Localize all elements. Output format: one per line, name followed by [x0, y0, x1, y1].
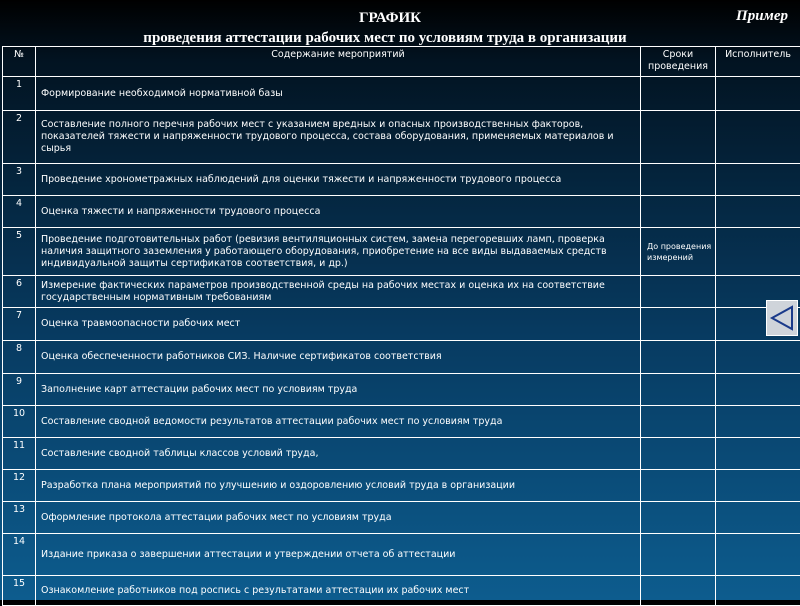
row-terms: [641, 276, 716, 308]
row-number: 4: [3, 196, 36, 228]
row-terms: [641, 406, 716, 438]
row-content: Ознакомление работников под роспись с результатами аттестации их рабочих мест: [36, 576, 641, 606]
table-row: [3, 196, 800, 228]
row-terms: [641, 341, 716, 374]
row-content: Оценка травмоопасности рабочих мест: [36, 308, 641, 341]
row-terms: [641, 111, 716, 164]
row-number: 8: [3, 341, 36, 374]
row-number: 12: [3, 470, 36, 502]
table-row: [3, 406, 800, 438]
row-content: Оценка обеспеченности работников СИЗ. Наличие сертификатов соответствия: [36, 341, 641, 374]
table-row: [3, 341, 800, 374]
table-row: [3, 308, 800, 341]
row-number: 11: [3, 438, 36, 470]
row-terms: [641, 470, 716, 502]
column-header-number: №: [3, 47, 36, 77]
row-content: Заполнение карт аттестации рабочих мест по условиям труда: [36, 374, 641, 406]
row-terms: [641, 534, 716, 576]
table-row: [3, 111, 800, 164]
column-header-content: Содержание мероприятий: [36, 47, 641, 77]
row-number: 13: [3, 502, 36, 534]
row-terms: [641, 164, 716, 196]
row-content: Оценка тяжести и напряженности трудового процесса: [36, 196, 641, 228]
row-terms: [641, 502, 716, 534]
row-terms: [641, 77, 716, 111]
schedule-table: [2, 46, 800, 606]
row-number: 1: [3, 77, 36, 111]
row-executor: [716, 470, 800, 502]
row-terms: [641, 576, 716, 606]
table-row: [3, 276, 800, 308]
table-row: [3, 228, 800, 276]
row-terms: [641, 438, 716, 470]
row-content: Составление сводной ведомости результатов аттестации рабочих мест по условиям труда: [36, 406, 641, 438]
row-number: 6: [3, 276, 36, 308]
row-content: Формирование необходимой нормативной базы: [36, 77, 641, 111]
table-row: [3, 470, 800, 502]
table-row: [3, 374, 800, 406]
table-row: [3, 534, 800, 576]
row-content: Составление сводной таблицы классов условий труда,: [36, 438, 641, 470]
row-executor: [716, 77, 800, 111]
row-executor: [716, 341, 800, 374]
row-terms: [641, 374, 716, 406]
row-content: Измерение фактических параметров производственной среды на рабочих местах и оценка их на соответствие государственным нормативным требованиям: [36, 276, 641, 308]
table-row: [3, 438, 800, 470]
row-executor: [716, 196, 800, 228]
row-content: Издание приказа о завершении аттестации и утверждении отчета об аттестации: [36, 534, 641, 576]
row-number: 7: [3, 308, 36, 341]
row-executor: [716, 164, 800, 196]
row-number: 3: [3, 164, 36, 196]
table-row: [3, 164, 800, 196]
row-number: 14: [3, 534, 36, 576]
row-content: Составление полного перечня рабочих мест с указанием вредных и опасных производственных факторов, показателей тяжести и напряженности трудового процесса, состава оборудования, применяемых материалов и сырья: [36, 111, 641, 164]
row-terms: До проведения измерений: [641, 228, 716, 276]
row-number: 5: [3, 228, 36, 276]
example-label: Пример: [736, 8, 788, 25]
column-header-terms: Сроки проведения: [641, 47, 716, 77]
triangle-left-icon: [767, 301, 797, 335]
previous-slide-button[interactable]: [766, 300, 798, 336]
row-content: Проведение подготовительных работ (ревизия вентиляционных систем, замена перегоревших ламп, проверка наличия защитного заземления у работающего оборудования, приобретение на все виды выдаваемых средств индивидуальной защиты сертификатов соответствия, и др.): [36, 228, 641, 276]
row-number: 9: [3, 374, 36, 406]
row-terms: [641, 308, 716, 341]
row-executor: [716, 374, 800, 406]
column-header-executor: Исполнитель: [716, 47, 800, 77]
title-line-2: проведения аттестации рабочих мест по условиям труда в организации: [0, 28, 770, 48]
row-terms: [641, 196, 716, 228]
row-executor: [716, 438, 800, 470]
row-number: 10: [3, 406, 36, 438]
table-body: [3, 77, 800, 606]
table-row: [3, 576, 800, 606]
row-content: Проведение хронометражных наблюдений для оценки тяжести и напряженности трудового процесса: [36, 164, 641, 196]
row-number: 2: [3, 111, 36, 164]
table-row: [3, 502, 800, 534]
row-number: 15: [3, 576, 36, 606]
table-header-row: [3, 47, 800, 77]
row-executor: [716, 111, 800, 164]
row-content: Оформление протокола аттестации рабочих мест по условиям труда: [36, 502, 641, 534]
row-executor: [716, 576, 800, 606]
title-line-1: ГРАФИК: [0, 8, 780, 28]
row-content: Разработка плана мероприятий по улучшению и оздоровлению условий труда в организации: [36, 470, 641, 502]
row-executor: [716, 228, 800, 276]
row-executor: [716, 502, 800, 534]
table-row: [3, 77, 800, 111]
row-executor: [716, 406, 800, 438]
row-executor: [716, 534, 800, 576]
